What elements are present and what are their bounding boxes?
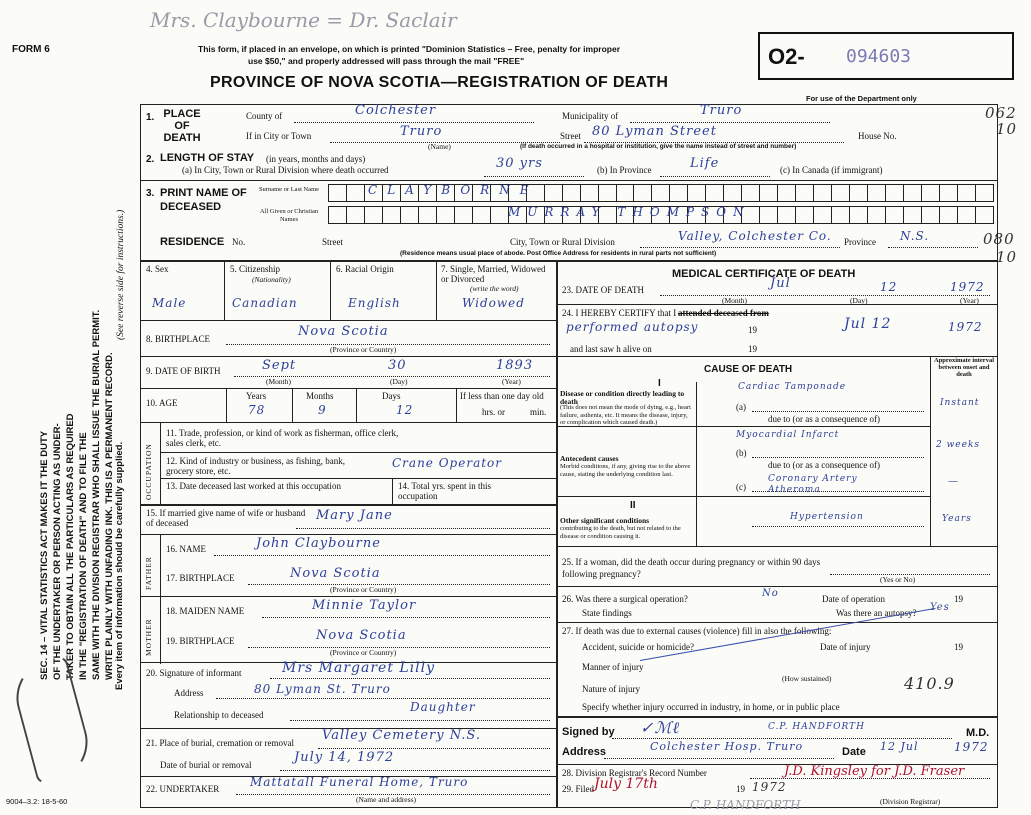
days-value: 12 <box>396 403 414 417</box>
stay-b-label: (b) In Province <box>597 165 652 175</box>
cause-b-interval: 2 weeks <box>936 440 981 450</box>
racial-label: 6. Racial Origin <box>336 264 394 274</box>
doctor-date: 12 Jul <box>880 740 919 753</box>
mother-side: MOTHER <box>144 618 153 656</box>
marital-value: Widowed <box>462 296 525 310</box>
burial-date-label: Date of burial or removal <box>160 760 252 770</box>
dob-year: 1893 <box>496 358 534 373</box>
wife-label: 15. If married give name of wife or husband of deceased <box>146 508 306 528</box>
year-prefix: 19 <box>748 325 757 335</box>
citizenship-label: 5. Citizenship <box>230 264 280 274</box>
day-sub: (Day) <box>390 377 408 386</box>
birthplace-label: 8. BIRTHPLACE <box>146 334 210 344</box>
injury-date-label: Date of injury <box>820 642 871 652</box>
residence-no: No. <box>232 237 246 247</box>
birthplace-sub: (Province or Country) <box>330 345 397 354</box>
stay-c-label: (c) In Canada (if immigrant) <box>780 165 883 175</box>
manner-label: Manner of injury <box>582 662 644 672</box>
undertaker-value: Mattatall Funeral Home, Truro <box>250 775 469 789</box>
stay-a-value: 30 yrs <box>496 156 543 171</box>
total-yrs-label: 14. Total yrs. spent in this occupation <box>398 481 491 501</box>
surname-value: CLAYBORNE <box>368 183 539 197</box>
relationship-value: Daughter <box>410 700 476 714</box>
month-sub: (Month) <box>722 296 747 305</box>
certify-label: 24. I HEREBY CERTIFY that I <box>562 308 677 318</box>
father-name: John Claybourne <box>256 536 381 551</box>
autopsy-value: Yes <box>930 602 950 613</box>
months-value: 9 <box>318 403 327 417</box>
mother-maiden-label: 18. MAIDEN NAME <box>166 606 245 616</box>
nature-code: 410.9 <box>904 674 955 693</box>
stay-label: LENGTH OF STAY <box>160 152 255 164</box>
sex-label: 4. Sex <box>146 264 169 274</box>
place-label: PLACE OF DEATH <box>163 108 201 144</box>
informant-signature: Mrs Margaret Lilly <box>282 660 436 676</box>
given-label: All Given or Christian Names <box>259 208 319 223</box>
md-label: M.D. <box>966 727 990 739</box>
stay-a-label: (a) In City, Town or Rural Division where death occurred <box>182 165 389 175</box>
industry-value: Crane Operator <box>392 456 503 470</box>
racial-value: English <box>348 296 401 310</box>
year-prefix: 19 <box>954 594 963 604</box>
marital-sub: (write the word) <box>470 284 519 293</box>
doctor-date-label: Date <box>842 746 866 758</box>
min-label: min. <box>530 407 547 417</box>
cause-c-value: Coronary Artery Atheroma <box>768 474 858 495</box>
municipality-value: Truro <box>700 103 743 118</box>
undertaker-sub: (Name and address) <box>356 795 416 804</box>
mother-birthplace-label: 19. BIRTHPLACE <box>166 636 235 646</box>
margin-code: 10 <box>996 120 1018 138</box>
municipality-label: Municipality of <box>562 111 619 121</box>
day-sub: (Day) <box>850 296 868 305</box>
mother-maiden: Minnie Taylor <box>312 598 417 613</box>
father-side: FATHER <box>144 556 153 590</box>
death-year: 1972 <box>950 280 985 294</box>
father-birthplace-sub: (Province or Country) <box>330 585 397 594</box>
external-label: 27. If death was due to external causes (violence) fill in also the following: <box>562 626 832 636</box>
mother-birthplace: Nova Scotia <box>316 628 407 643</box>
age-label: 10. AGE <box>146 398 178 408</box>
certify-date: Jul 12 <box>844 316 892 332</box>
surgery-label: 26. Was there a surgical operation? <box>562 594 688 604</box>
doctor-address-label: Address <box>562 746 607 758</box>
cause-b-value: Myocardial Infarct <box>736 430 840 440</box>
informant-address: 80 Lyman St. Truro <box>254 682 391 696</box>
immediate-note: (This does not mean the mode of dying, e.g., heart failure, asthenia, etc. It means the disease, injury, or complication which caused death.) <box>560 404 691 426</box>
residence-city-label: City, Town or Rural Division <box>510 237 615 247</box>
surgery-date-label: Date of operation <box>822 594 885 604</box>
cause-c-interval: — <box>948 476 959 487</box>
residence-province-label: Province <box>844 237 876 247</box>
informant-label: 20. Signature of informant <box>146 668 242 678</box>
woman-label: 25. If a woman, did the death occur during pregnancy or within 90 days following pregnancy? <box>562 557 821 579</box>
death-date-label: 23. DATE OF DEATH <box>562 285 644 295</box>
doctor-address: Colchester Hosp. Truro <box>650 740 804 753</box>
months-label: Months <box>306 391 334 401</box>
occupation-side: OCCUPATION <box>144 443 153 500</box>
doctor-printed: C.P. HANDFORTH <box>768 722 865 732</box>
yes-no: (Yes or No) <box>880 575 916 584</box>
year-prefix: 19 <box>736 784 745 794</box>
num: 2. <box>146 154 155 165</box>
other-value: Hypertension <box>790 512 864 522</box>
margin-code: 080 <box>983 230 1015 248</box>
citizenship-sub: (Nationality) <box>252 275 291 284</box>
certify-value: performed autopsy <box>566 320 699 334</box>
filed-label: 29. Filed <box>562 784 595 794</box>
burial-date: July 14, 1972 <box>294 750 395 765</box>
side-note-reverse: (See reverse side for instructions.) <box>116 209 126 340</box>
years-label: Years <box>246 391 267 401</box>
city-label: If in City or Town <box>246 131 312 141</box>
nature-label: Nature of injury <box>582 684 640 694</box>
footer-code: 9004–3.2: 18-5-60 <box>6 797 68 806</box>
street-label: Street <box>560 131 581 141</box>
surgery-value: No <box>762 588 779 599</box>
father-birthplace-label: 17. BIRTHPLACE <box>166 573 235 583</box>
certify-struck: attended deceased from <box>678 308 769 318</box>
part-ii: II <box>630 500 636 511</box>
burial-place: Valley Cemetery N.S. <box>322 728 481 743</box>
doctor-signature: ✓ℳℓ <box>640 718 681 737</box>
dob-month: Sept <box>262 358 297 373</box>
other-label: Other significant conditions <box>560 516 650 525</box>
residence-city: Valley, Colchester Co. <box>678 229 832 243</box>
envelope-notice-2: use $50," and properly addressed will pass through the mail "FREE" <box>248 56 525 66</box>
dept-use: For use of the Department only <box>806 94 917 103</box>
immediate-label: Disease or condition directly leading to death <box>560 389 685 406</box>
street-value: 80 Lyman Street <box>592 124 717 139</box>
sex-value: Male <box>152 296 187 310</box>
doctor-year: 1972 <box>954 740 989 754</box>
antecedent-note: Morbid conditions, if any, giving rise to the above cause, stating the underlying condition last. <box>560 463 691 478</box>
county-value: Colchester <box>355 103 437 118</box>
filed-date: July 17th <box>594 776 658 792</box>
city-value: Truro <box>400 124 443 139</box>
trade-label: 11. Trade, profession, or kind of work as fisherman, office clerk, sales clerk, etc. <box>166 428 399 448</box>
autopsy-label: Was there an autopsy? <box>836 608 917 618</box>
cause-c-label: (c) <box>736 482 746 492</box>
signed-label: Signed by <box>562 726 615 738</box>
interval-label: Approximate interval between onset and death <box>934 357 994 378</box>
registration-number-box <box>758 32 1014 80</box>
surname-label: Surname or Last Name <box>258 186 320 193</box>
certify-year: 1972 <box>948 320 983 334</box>
birthplace-value: Nova Scotia <box>298 324 389 339</box>
date-last-label: 13. Date deceased last worked at this occupation <box>166 481 341 491</box>
citizenship-value: Canadian <box>232 296 298 310</box>
num: 3. <box>146 188 155 199</box>
wife-value: Mary Jane <box>316 508 393 523</box>
given-value: MURRAY THOMPSON <box>508 205 751 219</box>
form-title: PROVINCE OF NOVA SCOTIA—REGISTRATION OF DEATH <box>210 74 669 91</box>
antecedent-label: Antecedent causes <box>560 454 619 463</box>
burial-label: 21. Place of burial, cremation or removal <box>146 738 294 748</box>
pencil-bottom: C.P. HANDFORTH <box>690 798 801 812</box>
cause-b-label: (b) <box>736 448 747 458</box>
death-month: Jul <box>770 276 791 291</box>
num: 1. <box>146 112 155 123</box>
registrar-sub: (Division Registrar) <box>880 797 941 806</box>
medical-title: MEDICAL CERTIFICATE OF DEATH <box>672 268 856 280</box>
cause-title: CAUSE OF DEATH <box>704 364 793 375</box>
name-label: PRINT NAME OF DECEASED <box>160 187 247 213</box>
residence-street: Street <box>322 237 343 247</box>
due-to: due to (or as a consequence of) <box>768 414 880 424</box>
registrar-signature: J.D. Kingsley for J.D. Fraser <box>784 764 965 779</box>
part-i: I <box>658 378 661 389</box>
year-sub: (Year) <box>502 377 521 386</box>
year-prefix: 19 <box>748 344 757 354</box>
margin-code: 062 <box>985 104 1017 122</box>
dob-day: 30 <box>388 358 407 373</box>
dob-label: 9. DATE OF BIRTH <box>146 366 221 376</box>
relationship-label: Relationship to deceased <box>174 710 264 720</box>
month-sub: (Month) <box>266 377 291 386</box>
residence-province: N.S. <box>900 229 930 243</box>
last-saw: and last saw h alive on <box>570 344 652 354</box>
county-label: County of <box>246 111 283 121</box>
side-instructions: SEC. 14 – VITAL STATISTICS ACT MAKES IT THE DUTY OF THE UNDERTAKER OR PERSON ACTING AS UNDER- TAKER TO OBTAIN ALL THE PARTICULARS AS REQUIRED IN THE "REGISTRATION OF DEATH" AND TO FILE THE SAME WITH THE DIVISION REGISTRAR WHO SHALL ISSUE THE BURIAL PERMIT. WRITE PLAINLY WITH UNFADING INK. THIS IS A PERMANENT RECORD. <box>39 309 115 680</box>
year-prefix: 19 <box>954 642 963 652</box>
mother-birthplace-sub: (Province or Country) <box>330 648 397 657</box>
death-day: 12 <box>880 280 898 294</box>
filed-year: 1972 <box>752 780 787 794</box>
other-note: contributing to the death, but not related to the disease or condition causing it. <box>560 525 681 540</box>
stay-b-value: Life <box>690 156 720 171</box>
industry-label: 12. Kind of industry or business, as fishing, bank, grocery store, etc. <box>166 456 345 476</box>
side-note: Every item of information should be carefully supplied. <box>114 441 125 690</box>
other-interval: Years <box>942 514 972 524</box>
residence-label: RESIDENCE <box>160 236 225 248</box>
how-sustained: (How sustained) <box>782 674 832 683</box>
stay-sub: (in years, months and days) <box>266 154 366 164</box>
informant-address-label: Address <box>174 688 204 698</box>
specify-label: Specify whether injury occurred in industry, in home, or in public place <box>582 702 840 712</box>
accident-label: Accident, suicide or homicide? <box>582 642 694 652</box>
undertaker-label: 22. UNDERTAKER <box>146 784 220 794</box>
reg-number: 094603 <box>846 46 912 67</box>
cause-a-interval: Instant <box>940 398 980 408</box>
name-sub: (Name) <box>428 142 451 151</box>
record-label: 28. Division Registrar's Record Number <box>562 768 707 778</box>
hospital-note: (If death occurred in a hospital or institution, give the name instead of street and number) <box>520 143 797 150</box>
cause-a-label: (a) <box>736 402 746 412</box>
state-findings: State findings <box>582 608 632 618</box>
year-sub: (Year) <box>960 296 979 305</box>
father-name-label: 16. NAME <box>166 544 206 554</box>
pencil-annotation: Mrs. Claybourne = Dr. Saclair <box>150 8 457 32</box>
hrs-label: hrs. or <box>482 407 505 417</box>
less-than-label: If less than one day old <box>460 391 544 401</box>
cause-a-value: Cardiac Tamponade <box>738 382 847 392</box>
residence-note: (Residence means usual place of abode. Post Office Address for residents in rural parts not sufficient) <box>400 250 717 257</box>
due-to: due to (or as a consequence of) <box>768 460 880 470</box>
envelope-notice-1: This form, if placed in an envelope, on which is printed "Dominion Statistics – Free, penalty for improper <box>198 44 621 54</box>
margin-code: 10 <box>996 248 1018 266</box>
marital-label: 7. Single, Married, Widowed or Divorced <box>441 264 546 284</box>
days-label: Days <box>382 391 401 401</box>
house-label: House No. <box>858 131 897 141</box>
father-birthplace: Nova Scotia <box>290 566 381 581</box>
years-value: 78 <box>248 403 266 417</box>
reg-prefix: O2- <box>768 44 805 69</box>
form-label: FORM 6 <box>12 44 50 55</box>
